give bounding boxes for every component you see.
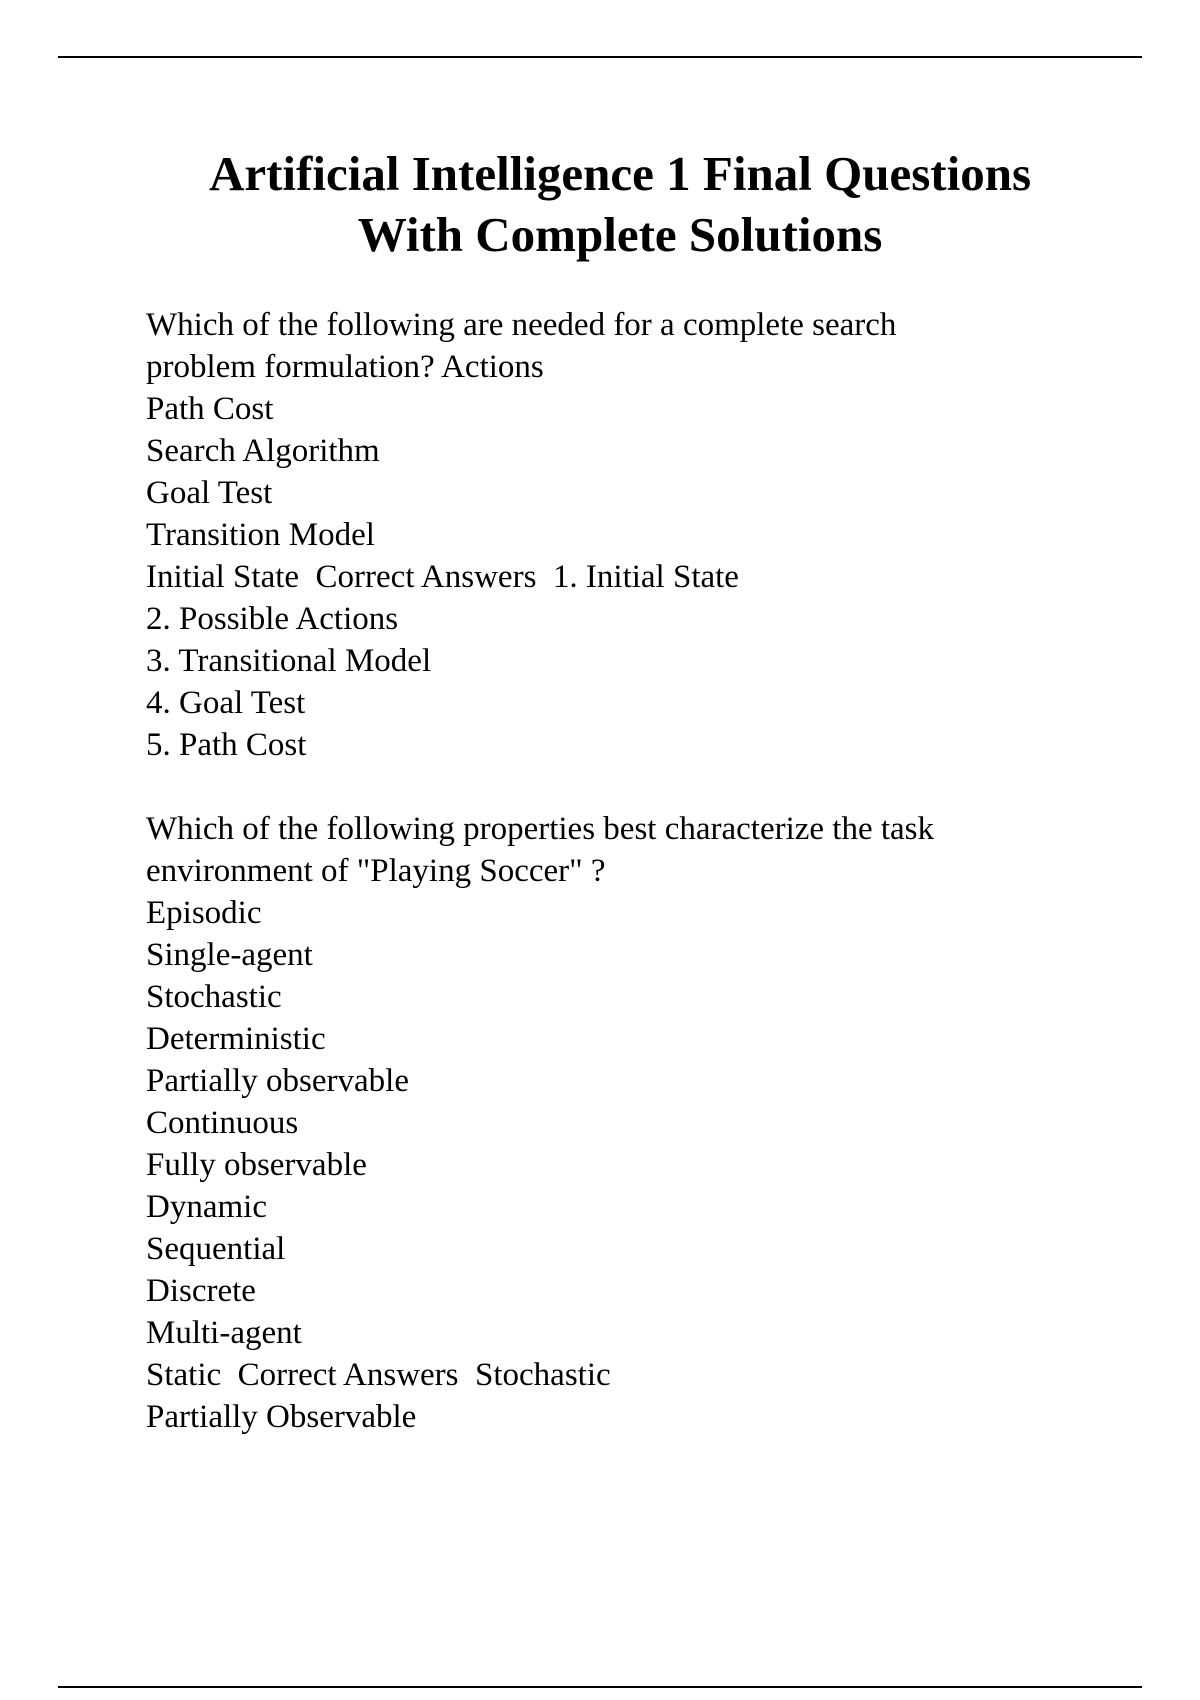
text-line: Partially Observable (146, 1399, 417, 1435)
text-line: Dynamic (146, 1189, 267, 1225)
text-line: Deterministic (146, 1021, 326, 1057)
text-line: Transition Model (146, 517, 375, 553)
text-line: Discrete (146, 1273, 256, 1309)
text-line: Single-agent (146, 937, 313, 973)
title-line: With Complete Solutions (357, 207, 883, 262)
text-line: 3. Transitional Model (146, 643, 432, 679)
text-line: 2. Possible Actions (146, 601, 399, 637)
text-line: 5. Path Cost (146, 727, 307, 763)
text-line: Multi-agent (146, 1315, 302, 1351)
bottom-divider (58, 1686, 1142, 1688)
text-line: Stochastic (146, 979, 282, 1015)
text-line: Partially observable (146, 1063, 410, 1099)
question-block (146, 304, 1156, 766)
top-divider (58, 56, 1142, 58)
document-body (146, 304, 1156, 1438)
text-line: Static Correct Answers Stochastic (146, 1357, 611, 1393)
text-line: environment of "Playing Soccer" ? (146, 853, 606, 889)
question-block (146, 808, 1156, 1438)
text-line: Fully observable (146, 1147, 367, 1183)
document-title (0, 143, 1200, 265)
text-line: Continuous (146, 1105, 299, 1141)
text-line: Goal Test (146, 475, 273, 511)
text-line: Initial State Correct Answers 1. Initial State (146, 559, 739, 595)
title-line: Artificial Intelligence 1 Final Questions (208, 146, 1032, 201)
text-line: Sequential (146, 1231, 286, 1267)
text-line: Episodic (146, 895, 262, 931)
text-line: Which of the following are needed for a complete search (146, 307, 897, 343)
text-line: 4. Goal Test (146, 685, 306, 721)
text-line: problem formulation? Actions (146, 349, 544, 385)
text-line: Path Cost (146, 391, 274, 427)
text-line: Which of the following properties best characterize the task (146, 811, 935, 847)
text-line: Search Algorithm (146, 433, 380, 469)
